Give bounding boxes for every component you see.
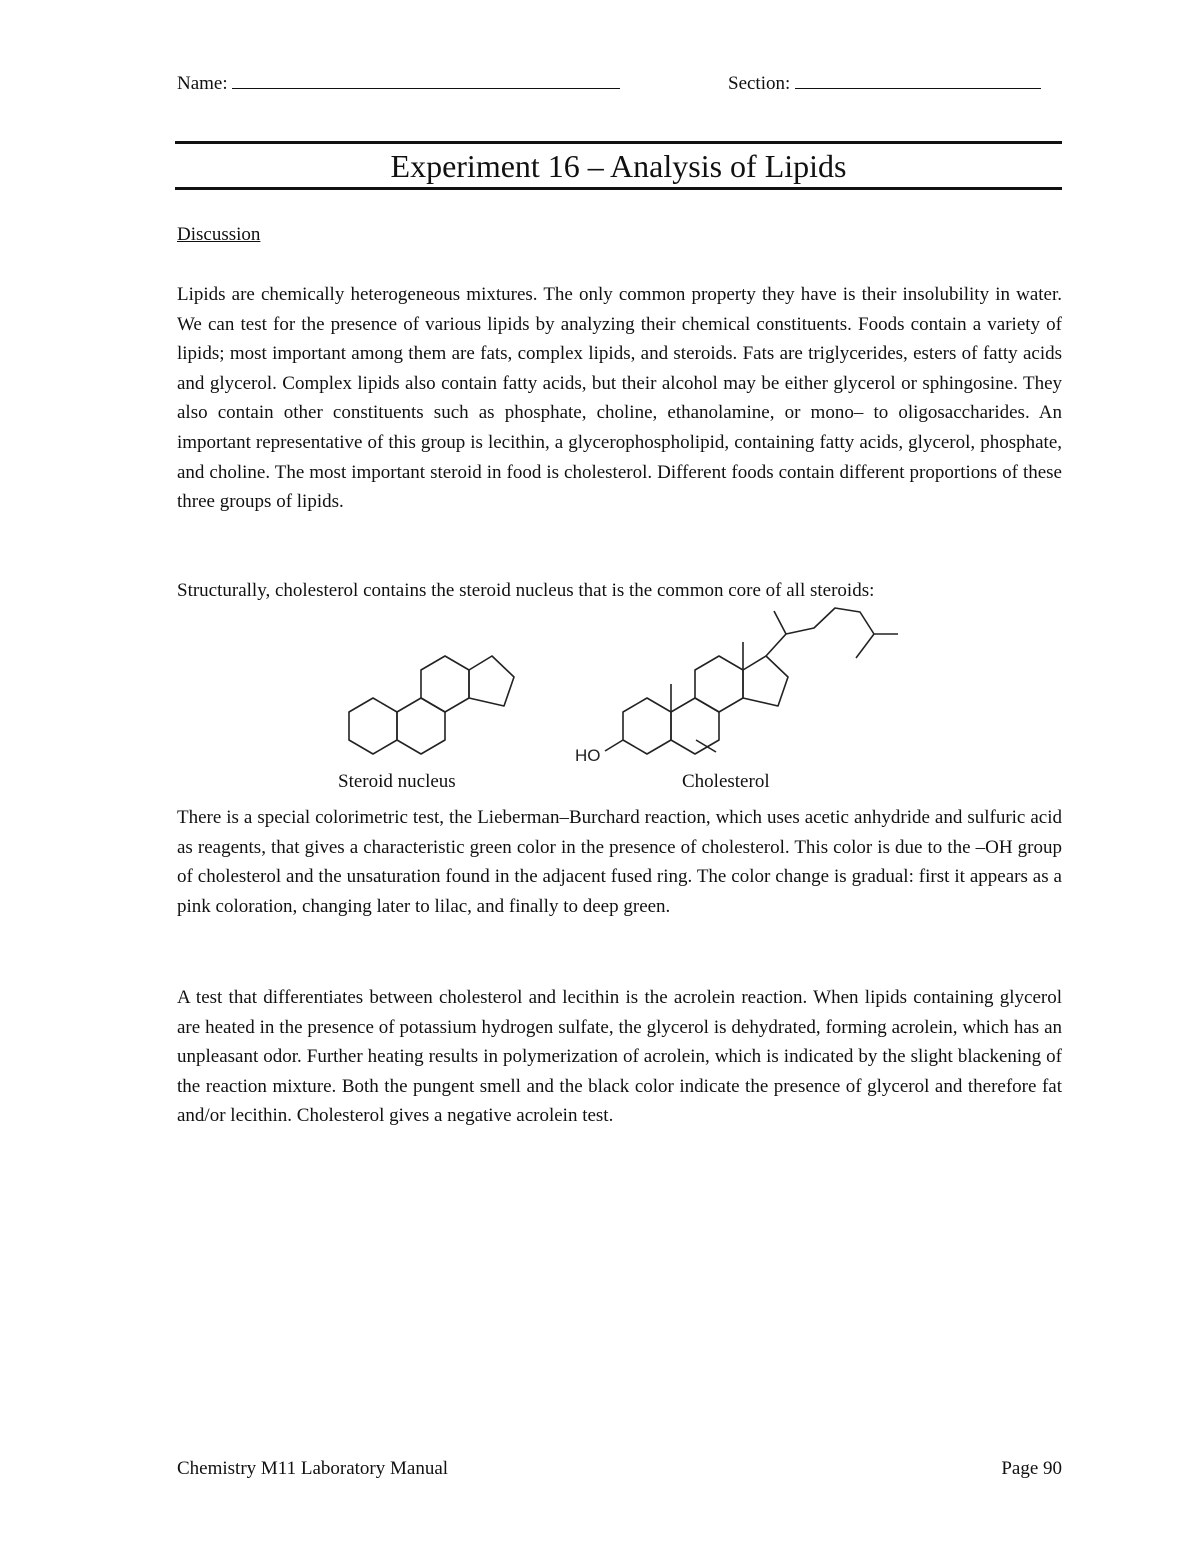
paragraph-acrolein: A test that differentiates between cholesterol and lecithin is the acrolein reaction. When lipids containing glycerol are heated in the presence of potassium hydrogen sulfate, the glycerol is dehydrated, forming acrolein, which has an unpleasant odor. Further heating results in polymerization of acrolein, which is indicated by the slight blackening of the reaction mixture. Both the pungent smell and the black color indicate the presence of glycerol and therefore fat and/or lecithin. Cholesterol gives a negative acrolein test.	[177, 987, 1062, 1127]
name-field	[177, 70, 620, 95]
section-label: Section:	[728, 73, 791, 94]
title-rule-bottom	[175, 187, 1062, 190]
paragraph-structure: Structurally, cholesterol contains the steroid nucleus that is the common core of all steroids:	[177, 580, 875, 601]
steroid-caption: Steroid nucleus	[338, 771, 456, 792]
section-field	[728, 70, 1041, 95]
hydroxyl-label: HO	[575, 746, 601, 765]
name-blank[interactable]	[232, 70, 620, 89]
paragraph-lieberman-burchard: There is a special colorimetric test, the Lieberman–Burchard reaction, which uses acetic anhydride and sulfuric acid as reagents, that gives a characteristic green color in the presence of cholesterol. This color is due to the –OH group of cholesterol and the unsaturation found in the adjacent fused ring. The color change is gradual: first it appears as a pink coloration, changing later to lilac, and finally to deep green.	[177, 807, 1062, 917]
title-rule-top	[175, 141, 1062, 144]
page-title: Experiment 16 – Analysis of Lipids	[390, 148, 847, 184]
footer-manual-title: Chemistry M11 Laboratory Manual	[177, 1458, 449, 1479]
paragraph-lipids-intro: Lipids are chemically heterogeneous mixtures. The only common property they have is their insolubility in water. We can test for the presence of various lipids by analyzing their chemical constituents. Foods contain a variety of lipids; most important among them are fats, complex lipids, and steroids. Fats are triglycerides, esters of fatty acids and glycerol. Complex lipids also contain fatty acids, but their alcohol may be either glycerol or sphingosine. They also contain other constituents such as phosphate, choline, ethanolamine, or mono– to oligosaccharides. An important representative of this group is lecithin, a glycerophospholipid, containing fatty acids, glycerol, phosphate, and choline. The most important steroid in food is cholesterol. Different foods contain different proportions of these three groups of lipids.	[177, 284, 1062, 513]
section-blank[interactable]	[795, 70, 1041, 89]
cholesterol-structure	[605, 608, 898, 754]
steroid-nucleus-structure	[349, 656, 514, 754]
section-heading: Discussion	[177, 224, 261, 245]
name-label: Name:	[177, 73, 228, 94]
header-row	[177, 70, 1062, 100]
cholesterol-caption: Cholesterol	[682, 771, 770, 792]
footer-page-number: Page 90	[1001, 1458, 1062, 1479]
